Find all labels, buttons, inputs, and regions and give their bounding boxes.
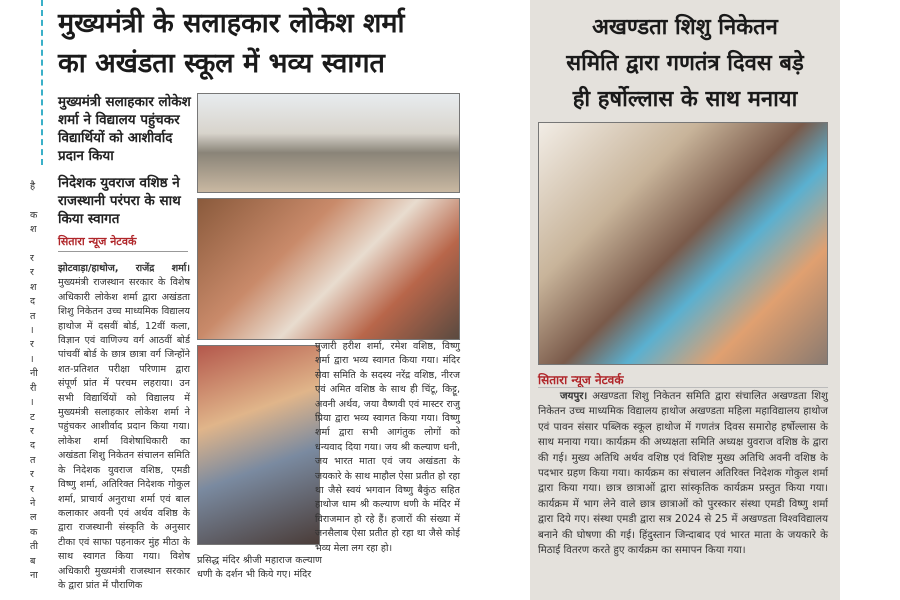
headline-line: समिति द्वारा गणतंत्र दिवस बड़े [566,51,804,76]
middle-column-caption-text: प्रसिद्ध मंदिर श्रीजी महाराज कल्याण धणी के दर्शन भी किये गए। मंदिर [197,555,322,581]
headline-line: का अखंडता स्कूल में भव्य स्वागत [58,48,385,79]
fragment-char: । [30,397,34,409]
dateline: जयपुर। [560,391,588,402]
right-byline: सितारा न्यूज नेटवर्क [538,373,624,387]
dateline: झोटवाड़ा/हाथोज, राजेंद्र शर्मा। [58,263,190,274]
fragment-char: री [30,382,37,394]
fragment-char: त [30,310,36,322]
fragment-char: । [30,325,34,337]
fragment-char: श [30,281,37,293]
fragment-char: ने [30,497,36,509]
fragment-char: त [30,454,36,466]
headline-line: मुख्यमंत्री के सलाहकार लोकेश शर्मा [58,8,405,39]
fragment-char: है [30,181,36,192]
fragment-char: र [30,253,34,265]
fragment-char: र [30,425,34,437]
photo-group-walking [197,93,460,193]
right-headline [534,10,836,118]
headline-line: अखण्डता शिशु निकेतन [592,15,778,40]
left-byline: सितारा न्यूज नेटवर्क [58,235,137,248]
fragment-char: नी [30,368,38,380]
adjacent-column-fragments [30,180,44,583]
right-column-body: पुजारी हरीश शर्मा, रमेश वशिष्ठ, विष्णु शर्मा द्वारा भव्य स्वागत किया गया। मंदिर सेवा समिति के सदस्य नरेंद्र वशिष्ठ, नीरज एवं अमित वशिष्ठ के साथ ही चिंटू, किट्टू, अवनी अर्थव, जया वैष्णवी एवं मास्टर राजु प्रिया द्वारा भव्य स्वागत किया गया। विष्णु शर्मा द्वारा सभी आगंतुक लोगों को धन्यवाद दिया गया। जय श्री कल्याण धनी, जय भारत माता एवं जय अखंडता के जयकारे के साथ माहौल ऐसा प्रतीत हो रहा था जैसे स्वयं भगवान विष्णु बैकुंठ सहित हाथोज धाम श्री कल्याण धणी के मंदिर में विराजमान हो रहे हैं। हजारों की संख्या में जनसैलाब ऐसा प्रतीत हो रहा था जैसे कोई भव्य मेला लग रहा हो। [315,341,460,554]
fragment-char: ना [30,569,38,581]
subhead-2: निदेशक युवराज वशिष्ठ ने राजस्थानी परंपरा के साथ किया स्वागत [58,175,181,227]
fragment-char: ल [30,512,37,524]
fragment-char: र [30,267,34,279]
fragment-char: क [30,209,38,221]
fragment-char: ट [30,411,35,423]
fragment-char: र [30,483,34,495]
headline-line: ही हर्षोल्लास के साथ मनाया [572,87,798,112]
fragment-char: द [30,296,36,308]
fragment-char: क [30,526,38,538]
fragment-char [30,194,44,208]
left-headline [58,4,468,84]
byline-rule [538,387,828,388]
fold-line [41,0,43,165]
fragment-char: द [30,440,36,452]
subhead-1: मुख्यमंत्री सलाहकार लोकेश शर्मा ने विद्यालय पहुंचकर विद्यार्थियों को आशीर्वाद प्रदान किया [58,94,191,164]
column-text: मुख्यमंत्री राजस्थान सरकार के विशेष अधिकारी लोकेश शर्मा द्वारा अखंडता शिशु निकेतन उच्च माध्यमिक विद्यालय हाथोज में दसवीं बोर्ड, 12वीं कला, विज्ञान एवं वाणिज्य वर्ग आठवीं बोर्ड पांचवीं बोर्ड के छात्र छात्रा वर्ग जिन्होंने शत-प्रतिशत परीक्षा परिणाम द्वारा संपूर्ण प्रांत में परचम लहराया। उन सभी विद्यार्थियों को विद्यालय में मुख्यमंत्री सलाहकार लोकेश शर्मा ने पहुंचकर आशीर्वाद प्रदान किया गया। लोकेश शर्मा विशेषाधिकारी का अखंडता शिशु निकेतन संचालन समिति के निदेशक युवराज वशिष्ठ, एमडी विष्णु शर्मा, अतिरिक्त निदेशक गोकुल शर्मा, प्राचार्य अनुराधा शर्मा एवं बाल कलाकार अवनी एवं अर्थव वशिष्ठ के द्वारा राजस्थानी संस्कृति के अनुसार टीका एवं साफा पहनाकर मुंह मीठा के साथ स्वागत किया गया। विशेष अधिकारी मुख्यमंत्री राजस्थान सरकार के द्वारा प्रांत में पौराणिक [58,277,190,591]
fragment-char [30,238,44,252]
fragment-char: । [30,353,34,365]
left-column-body [58,262,190,593]
article-text: अखण्डता शिशु निकेतन समिति द्वारा संचालित अखण्डता शिशु निकेतन उच्च माध्यमिक विद्यालय हाथोज अखण्डता महिला महाविद्यालय हाथोज एवं पावन संसार पब्लिक स्कूल हाथोज में गणतंत्र दिवस समारोह हर्षोल्लास के साथ मनाया गया। कार्यक्रम की अध्यक्षता समिति अध्यक्ष युवराज वशिष्ठ के द्वारा की गई। मुख्य अतिथि अर्थव वशिष्ठ एवं विशिष्ट मुख्य अतिथि अवनी वशिष्ठ के पदभार ग्रहण किया गया। कार्यक्रम का संचालन अतिरिक्त निदेशक गोकुल शर्मा द्वारा किया गया। छात्र छात्राओं द्वारा सांस्कृतिक कार्यक्रम प्रस्तुत किया गया। कार्यक्रम में भाग लेने वाले छात्र छात्राओं को पुरस्कार संस्था एमडी विष्णु शर्मा द्वारा दिये गए। संस्था एमडी द्वारा सत्र 2024 से 25 में अखण्डता विश्वविद्यालय बनाने की घोषणा की गई। हिंदुस्तान जिन्दाबाद एवं भारत माता के जयकारे के मिठाई वितरण करते हुए कार्यक्रम का समापन किया गया। [538,391,828,557]
photo-welcome-garland [197,345,320,545]
photo-seated-guests [197,198,460,340]
byline-rule [58,251,188,252]
fragment-char: र [30,339,34,351]
fragment-char: श [30,224,37,236]
fragment-char: र [30,469,34,481]
fragment-char: ब [30,555,36,567]
fragment-char: ती [30,541,38,553]
right-article-body [538,389,828,558]
photo-republic-day-children [538,122,828,365]
